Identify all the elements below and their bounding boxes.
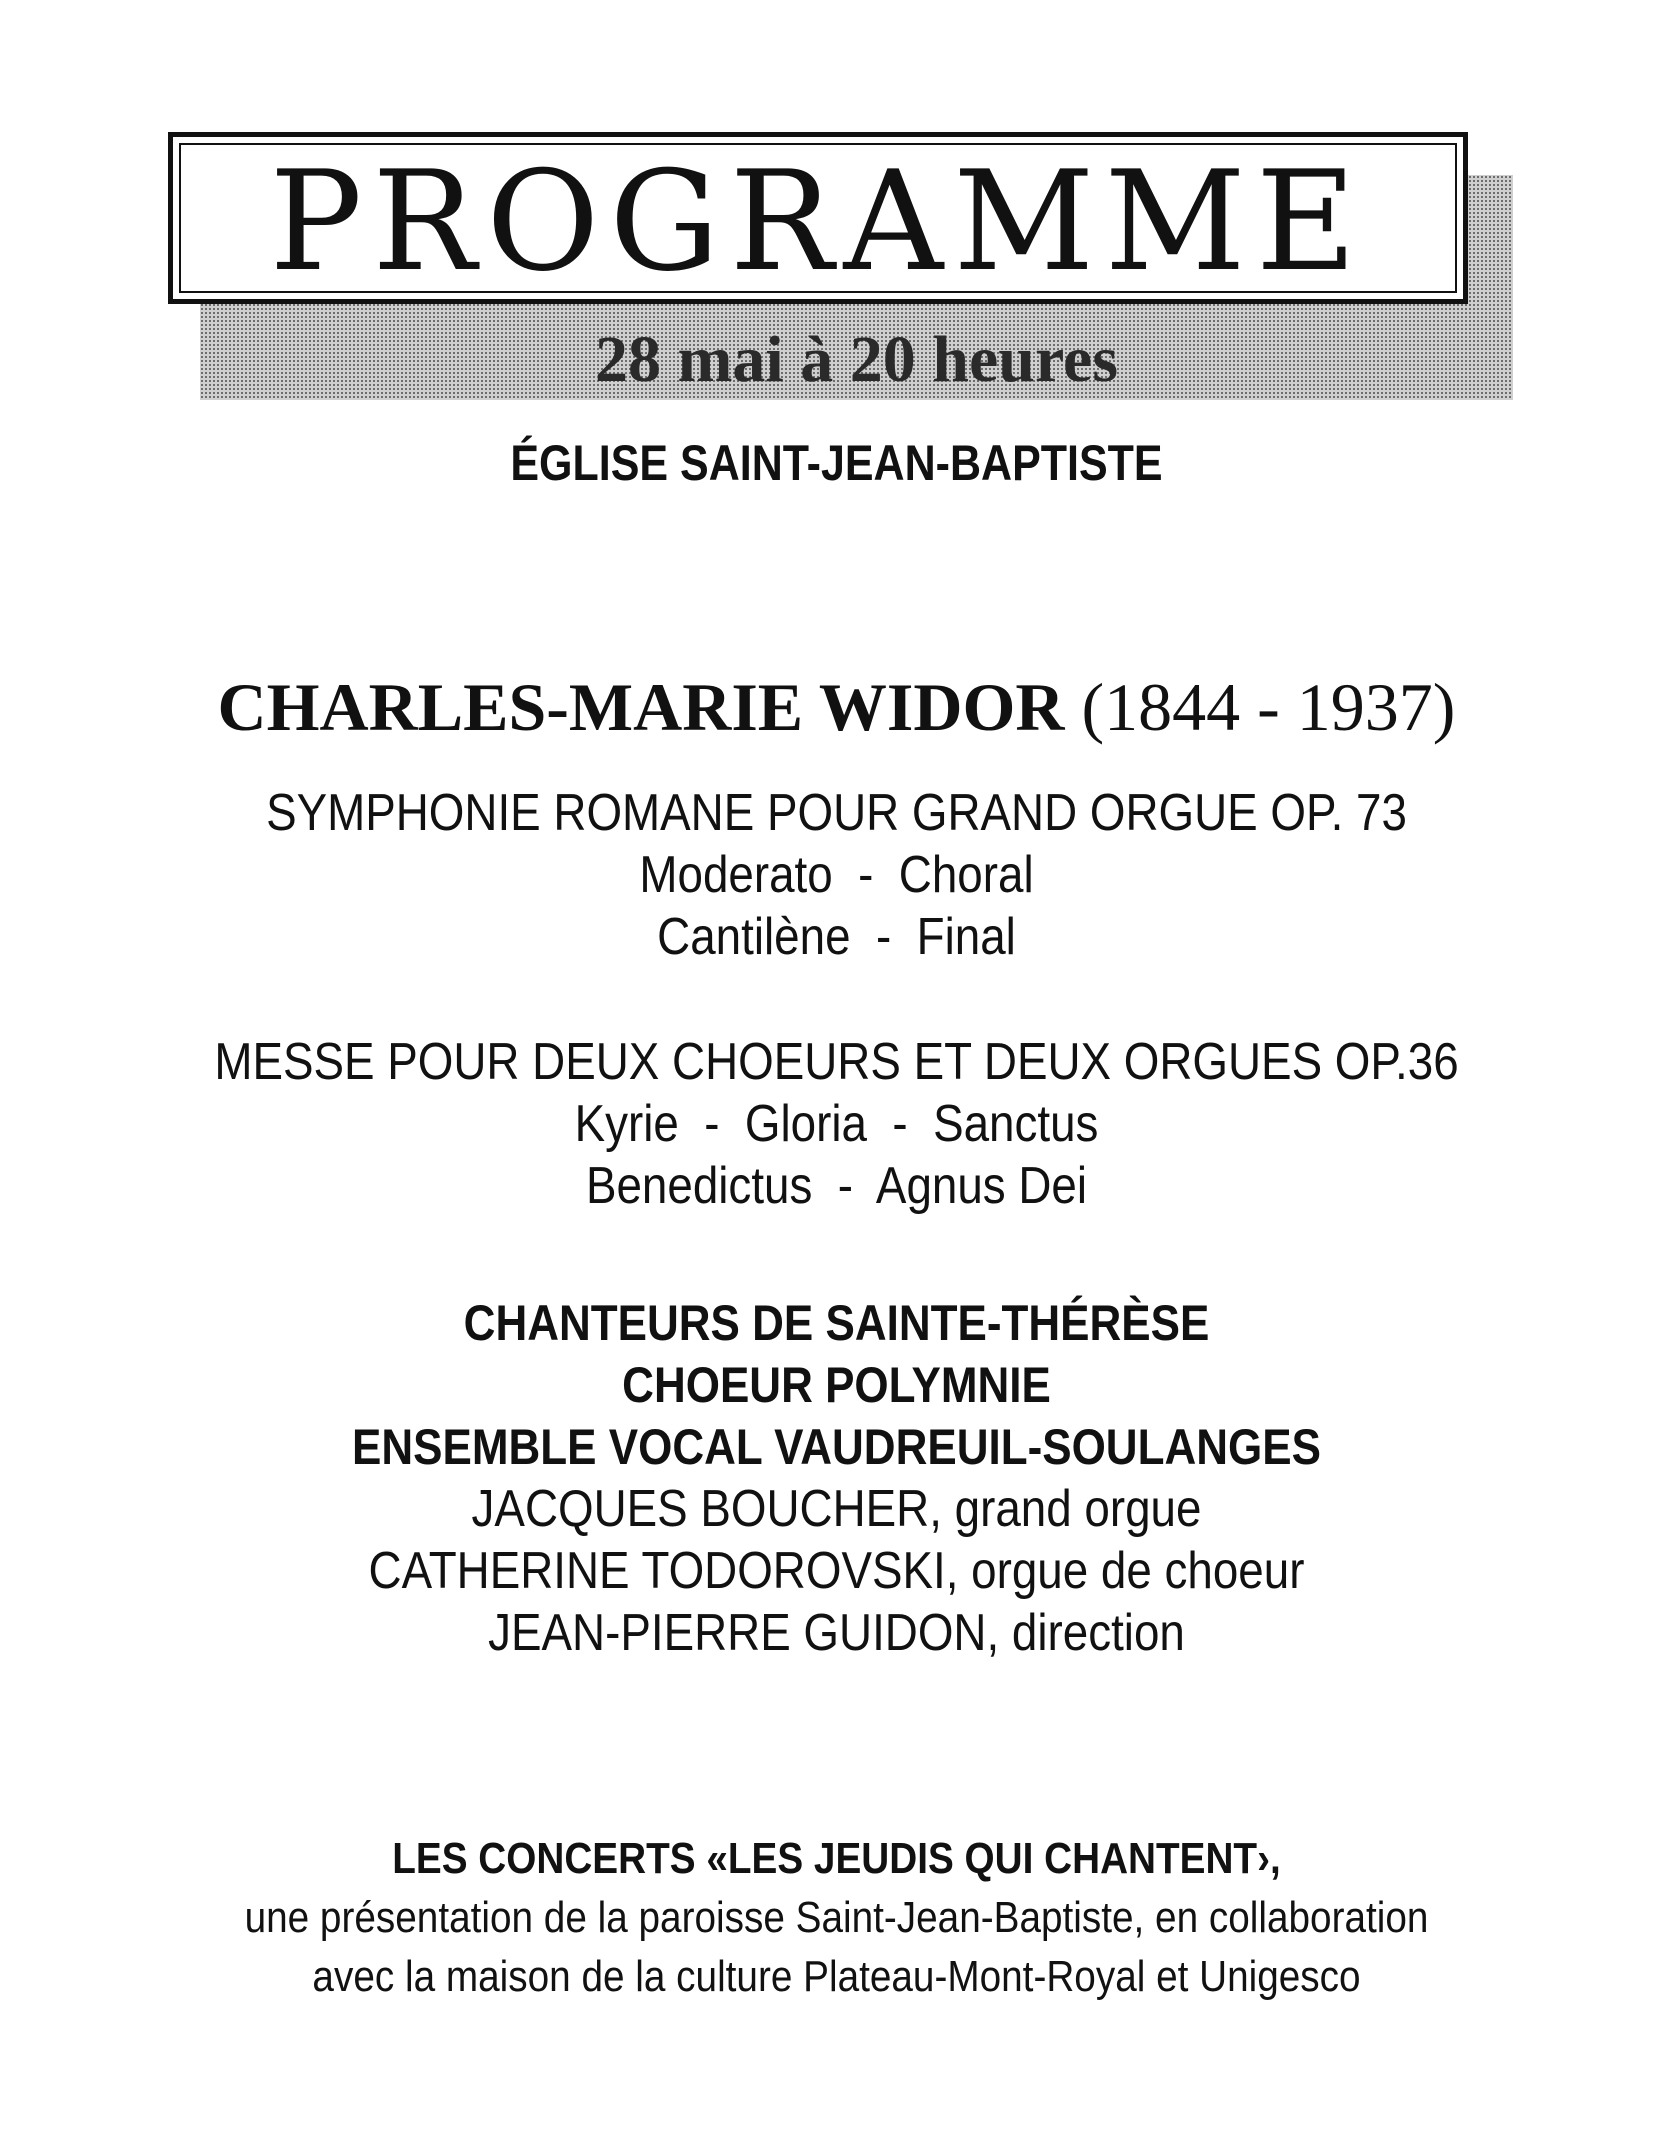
composer-heading xyxy=(0,667,1673,747)
concert-series: LES CONCERTS «LES JEUDIS QUI CHANTENT›, xyxy=(392,1834,1281,1883)
soloist-credit: JACQUES BOUCHER, grand orgue xyxy=(471,1480,1202,1538)
venue-name: ÉGLISE SAINT-JEAN-BAPTISTE xyxy=(510,435,1163,491)
event-date: 28 mai à 20 heures xyxy=(594,323,1119,396)
ensemble-name: CHANTEURS DE SAINTE-THÉRÈSE xyxy=(463,1295,1210,1351)
work-movements: Moderato - Choral xyxy=(639,846,1034,904)
page-title: PROGRAMME xyxy=(269,141,1367,302)
work-movements: Kyrie - Gloria - Sanctus xyxy=(574,1095,1099,1153)
soloist-credit: CATHERINE TODOROVSKI, orgue de choeur xyxy=(368,1542,1305,1600)
presentation-line: avec la maison de la culture Plateau-Mont-Royal et Unigesco xyxy=(312,1952,1361,2001)
work-title: MESSE POUR DEUX CHOEURS ET DEUX ORGUES OP.36 xyxy=(214,1033,1459,1091)
composer-name: CHARLES-MARIE WIDOR xyxy=(217,669,1065,745)
work-title: SYMPHONIE ROMANE POUR GRAND ORGUE OP. 73 xyxy=(266,784,1407,842)
work-movements: Cantilène - Final xyxy=(657,908,1016,966)
title-frame xyxy=(168,132,1468,304)
presentation-line: une présentation de la paroisse Saint-Jean-Baptiste, en collaboration xyxy=(244,1893,1429,1942)
composer-dates: (1844 - 1937) xyxy=(1081,669,1456,745)
soloist-credit: JEAN-PIERRE GUIDON, direction xyxy=(488,1604,1185,1662)
ensemble-name: CHOEUR POLYMNIE xyxy=(622,1357,1051,1413)
work-movements: Benedictus - Agnus Dei xyxy=(585,1157,1088,1215)
ensemble-name: ENSEMBLE VOCAL VAUDREUIL-SOULANGES xyxy=(352,1419,1321,1475)
